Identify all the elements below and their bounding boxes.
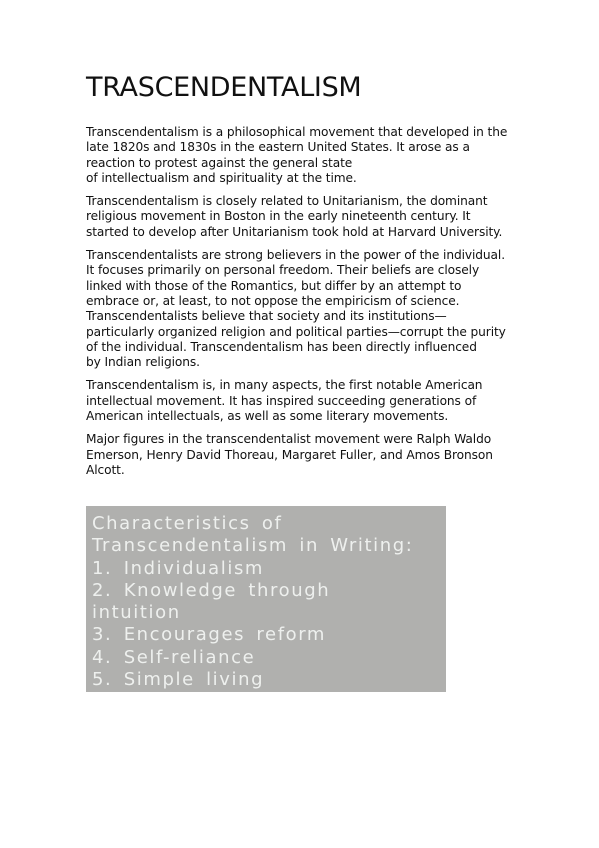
characteristic-item: 3. Encourages reform xyxy=(92,624,327,646)
paragraph-line: Major figures in the transcendentalist movement were Ralph Waldo xyxy=(86,432,492,447)
characteristic-item: 5. Simple living xyxy=(92,669,265,691)
document-title: TRASCENDENTALISM xyxy=(86,72,362,103)
paragraph-line: religious movement in Boston in the early nineteenth century. It xyxy=(86,209,471,224)
paragraph-line: reaction to protest against the general state xyxy=(86,155,353,170)
paragraph-unitarianism xyxy=(86,194,516,240)
paragraph-line: It focuses primarily on personal freedom. Their beliefs are closely xyxy=(86,263,480,278)
paragraph-line: Emerson, Henry David Thoreau, Margaret Fuller, and Amos Bronson xyxy=(86,447,493,462)
paragraph-line: started to develop after Unitarianism took hold at Harvard University. xyxy=(86,224,503,239)
paragraph-line: Transcendentalists believe that society and its institutions— xyxy=(86,309,447,324)
paragraph-line: Transcendentalism is closely related to Unitarianism, the dominant xyxy=(86,194,488,209)
characteristic-item: 2. Knowledge through xyxy=(92,579,331,601)
paragraph-line: Transcendentalism is a philosophical movement that developed in the xyxy=(86,125,508,139)
characteristic-item: intuition xyxy=(92,602,181,624)
characteristics-box xyxy=(86,506,446,692)
characteristics-list xyxy=(92,513,413,691)
paragraph-line: of intellectualism and spirituality at the time. xyxy=(86,170,357,185)
characteristics-heading: Transcendentalism in Writing: xyxy=(92,535,414,557)
paragraph-line: particularly organized religion and political parties—corrupt the purity xyxy=(86,324,506,339)
paragraph-line: intellectual movement. It has inspired succeeding generations of xyxy=(86,393,477,408)
characteristic-item: 1. Individualism xyxy=(92,557,265,579)
paragraph-line: Transcendentalists are strong believers in the power of the individual. xyxy=(86,248,505,263)
paragraph-line: late 1820s and 1830s in the eastern United States. It arose as a xyxy=(86,140,470,155)
paragraph-major-figures xyxy=(86,432,516,478)
document-body xyxy=(86,125,516,486)
paragraph-line: American intellectuals, as well as some literary movements. xyxy=(86,409,449,424)
paragraph-line: Transcendentalism is, in many aspects, the first notable American xyxy=(86,378,483,393)
paragraph-line: Alcott. xyxy=(86,462,125,477)
paragraph-line: linked with those of the Romantics, but differ by an attempt to xyxy=(86,278,462,293)
paragraph-notable-movement xyxy=(86,378,516,424)
paragraph-line: of the individual. Transcendentalism has been directly influenced xyxy=(86,339,477,354)
characteristics-heading: Characteristics of xyxy=(92,513,283,534)
characteristic-item: 4. Self-reliance xyxy=(92,646,256,668)
paragraph-beliefs xyxy=(86,248,516,370)
paragraph-line: by Indian religions. xyxy=(86,355,200,370)
paragraph-intro xyxy=(86,125,516,186)
paragraph-line: embrace or, at least, to not oppose the empiricism of science. xyxy=(86,293,460,308)
